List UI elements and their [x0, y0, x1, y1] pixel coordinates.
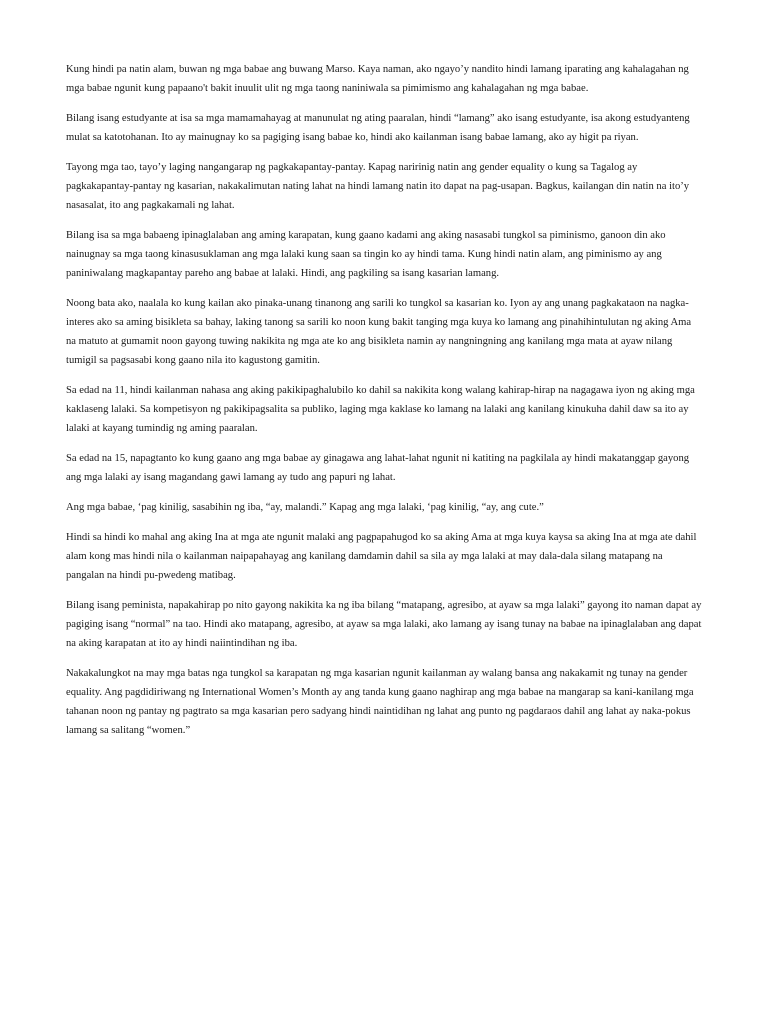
paragraph-2: Bilang isang estudyante at isa sa mga mamamahayag at manunulat ng ating paaralan, hindi “lamang” ako isang estudyante, isa akong estudyanteng mulat sa katotohanan. Ito ay mainugnay ko sa pagiging isang babae ko, hindi ako kailanman isang babae lamang, ako ay higit pa riyan.: [66, 113, 690, 143]
paragraph-11: Nakakalungkot na may mga batas nga tungkol sa karapatan ng mga kasarian ngunit kailanman ay walang bansa ang nakakamit ng tunay na gender equality. Ang pagdidiriwang ng International Women’s Month ay ang tanda kung gaano naghirap ang mga babae na mangarap sa kani-kanilang mga tahanan noon ng pantay ng pagtrato sa mga kasarian pero sadyang hindi naintidihan ng lahat ang punto ng pagdaraos dahil ang lahat ay naka-pokus lamang sa salitang “women.”: [66, 668, 694, 736]
paragraph-3: Tayong mga tao, tayo’y laging nangangarap ng pagkakapantay-pantay. Kapag naririnig natin ang gender equality o kung sa Tagalog ay pagkakapantay-pantay ng kasarian, nakakalimutan nating lahat na hindi lamang natin ito dapat na pag-usapan. Bagkus, kailangan din natin na ito’y nasasalat, ito ang pagkakamali ng lahat.: [66, 162, 690, 211]
paragraph-6: Sa edad na 11, hindi kailanman nahasa ang aking pakikipaghalubilo ko dahil sa nakikita kong walang kahirap-hirap na nagagawa iyon ng aking mga kaklaseng lalaki. Sa kompetisyon ng pakikipagsalita sa publiko, laging mga kaklase ko lamang na lalaki ang kanilang kinukuha dahil daw sa ito ay lalaki at kayang tumindig ng aming paaralan.: [66, 385, 695, 434]
paragraph-7: Sa edad na 15, napagtanto ko kung gaano ang mga babae ay ginagawa ang lahat-lahat ngunit ni katiting na pagkilala ay hindi makatanggap gayong ang mga lalaki ay isang magandang gawi lamang ay tudo ang papuri ng lahat.: [66, 453, 690, 483]
paragraph-1: Kung hindi pa natin alam, buwan ng mga babae ang buwang Marso. Kaya naman, ako ngayo’y nandito hindi lamang iparating ang kahalagahan ng mga babae ngunit kung papaano't bakit inuulit ulit ng mga taong naniniwala sa pimimismo ang kahalagahan ng mga babae.: [66, 64, 689, 94]
paragraph-8: Ang mga babae, ‘pag kinilig, sasabihin ng iba, “ay, malandi.” Kapag ang mga lalaki, ‘pag kinilig, “ay, ang cute.”: [66, 502, 544, 513]
paragraph-9: Hindi sa hindi ko mahal ang aking Ina at mga ate ngunit malaki ang pagpapahugod ko sa aking Ama at mga kuya kaysa sa aking Ina at mga ate dahil alam kong mas hindi nila o kailanman naipapahayag ang kanilang damdamin dahil sa sila ay mga lalaki at may dala-dala silang matapang na pangalan na hindi pu-pwedeng matibag.: [66, 532, 697, 581]
document-body: [66, 60, 702, 751]
paragraph-10: Bilang isang peminista, napakahirap po nito gayong nakikita ka ng iba bilang “matapang, agresibo, at ayaw sa mga lalaki” gayong ito naman dapat ay pagiging isang “normal” na tao. Hindi ako matapang, agresibo, at ayaw sa mga lalaki, ako lamang ay isang tunay na babae na ipinaglalaban ang dapat na aking karapatan at ito ay hindi naiintindihan ng iba.: [66, 600, 702, 649]
paragraph-5: Noong bata ako, naalala ko kung kailan ako pinaka-unang tinanong ang sarili ko tungkol sa kasarian ko. Iyon ay ang unang pagkakataon na nagka-interes ako sa aming bisikleta sa bahay, laking tanong sa sarili ko noon kung bakit tanging mga kuya ko lamang ang pinahihintulutan ng aking Ama na matuto at gumamit noon gayong tuwing nakikita ng mga ate ko ang bisikleta namin ay nangningning ang kanilang mga mata at ayaw nilang tumigil sa pagsasabi kong gaano nila ito kagustong gamitin.: [66, 298, 692, 366]
paragraph-4: Bilang isa sa mga babaeng ipinaglalaban ang aming karapatan, kung gaano kadami ang aking nasasabi tungkol sa piminismo, ganoon din ako nainugnay sa mga taong kinasusuklaman ang mga lalaki kung saan sa tingin ko ay hindi tama. Kung hindi natin alam, ang piminismo ay ang paniniwalang magkapantay pareho ang babae at lalaki. Hindi, ang pagkiling sa isang kasarian lamang.: [66, 230, 666, 279]
